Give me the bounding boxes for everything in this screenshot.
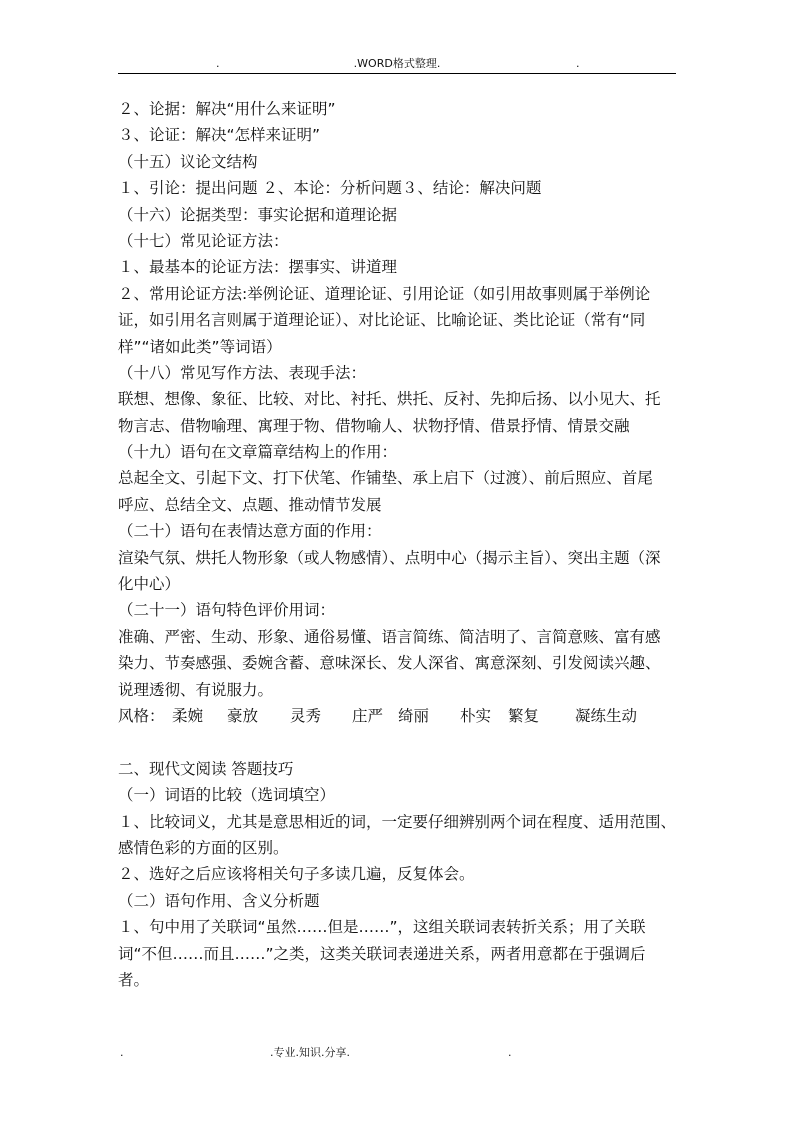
- style-term: 豪放: [227, 706, 259, 725]
- section-heading: （十九）语句在文章篇章结构上的作用：: [118, 443, 398, 462]
- text-line: 词“不但……而且……”之类，这类关联词表递进关系，两者用意都在于强调后: [118, 944, 646, 963]
- text-line: 染力、节奏感强、委婉含蓄、意味深长、发人深省、寓意深刻、引发阅读兴趣、: [118, 654, 661, 673]
- document-body: [118, 96, 680, 993]
- blank-line: [118, 729, 680, 755]
- style-term: 庄严: [352, 706, 384, 725]
- text-line: １、比较词义，尤其是意思相近的词，一定要仔细辨别两个词在程度、适用范围、: [118, 812, 677, 831]
- text-line: １、句中用了关联词“虽然……但是……”，这组关联词表转折关系；用了关联: [118, 918, 646, 937]
- style-term: 灵秀: [290, 706, 322, 725]
- style-term: 凝练生动: [575, 706, 638, 725]
- section-heading: （十六）论据类型：事实论据和道理论据: [118, 205, 398, 224]
- section-heading: （二十一）语句特色评价用词：: [118, 601, 336, 620]
- section-heading: （一）词语的比较（选词填空）: [118, 786, 336, 805]
- text-line: 呼应、总结全文、点题、推动情节发展: [118, 495, 382, 514]
- text-line: 说理透彻、有说服力。: [118, 680, 274, 699]
- section-heading: （二）语句作用、含义分析题: [118, 891, 320, 910]
- text-line: ２、论据：解决“用什么来证明”: [118, 100, 336, 118]
- text-line: 者。: [118, 970, 150, 989]
- page-header: [118, 55, 676, 74]
- text-line: 感情色彩的方面的区别。: [118, 838, 289, 857]
- section-heading: （十五）议论文结构: [118, 152, 258, 171]
- text-line: 样”“诸如此类”等词语）: [118, 337, 282, 356]
- footer-left-mark: .: [120, 1046, 124, 1059]
- text-line: 化中心）: [118, 575, 181, 594]
- header-left-mark: .: [216, 57, 220, 70]
- section-heading: （二十）语句在表情达意方面的作用：: [118, 522, 382, 541]
- style-term: 繁复: [508, 706, 540, 725]
- section-heading: 二、现代文阅读 答题技巧: [118, 759, 294, 778]
- style-term: 绮丽: [398, 706, 430, 725]
- style-term: 朴实: [460, 706, 492, 725]
- style-terms-row: [118, 703, 680, 729]
- text-line: 联想、想像、象征、比较、对比、衬托、烘托、反衬、先抑后扬、以小见大、托: [118, 390, 661, 409]
- header-right-mark: .: [576, 57, 580, 70]
- text-line: ３、论证：解决“怎样来证明”: [118, 126, 321, 145]
- text-line: 渲染气氛、烘托人物形象（或人物感情）、点明中心（揭示主旨）、突出主题（深: [118, 548, 661, 567]
- style-label: 风格：: [118, 706, 165, 725]
- text-line: 准确、严密、生动、形象、通俗易懂、语言简练、简洁明了、言简意赅、富有感: [118, 627, 661, 646]
- section-heading: （十八）常见写作方法、表现手法：: [118, 363, 367, 382]
- text-line: 物言志、借物喻理、寓理于物、借物喻人、状物抒情、借景抒情、情景交融: [118, 416, 630, 435]
- section-heading: （十七）常见论证方法：: [118, 231, 289, 250]
- text-line: １、最基本的论证方法：摆事实、讲道理: [118, 258, 398, 277]
- footer-text: .专业.知识.分享.: [270, 1046, 350, 1059]
- style-term: 柔婉: [172, 706, 204, 725]
- text-line: ２、常用论证方法:举例论证、道理论证、引用论证（如引用故事则属于举例论: [118, 284, 651, 303]
- header-title: .WORD格式整理.: [353, 57, 441, 70]
- footer-right-mark: .: [508, 1046, 512, 1059]
- text-line: １、引论：提出问题 ２、本论：分析问题３、结论：解决问题: [118, 179, 542, 198]
- text-line: 证，如引用名言则属于道理论证）、对比论证、比喻论证、类比论证（常有“同: [118, 311, 646, 330]
- text-line: ２、选好之后应该将相关句子多读几遍，反复体会。: [118, 865, 475, 884]
- text-line: 总起全文、引起下文、打下伏笔、作铺垫、承上启下（过渡）、前后照应、首尾: [118, 469, 653, 488]
- page-footer: [118, 1044, 676, 1062]
